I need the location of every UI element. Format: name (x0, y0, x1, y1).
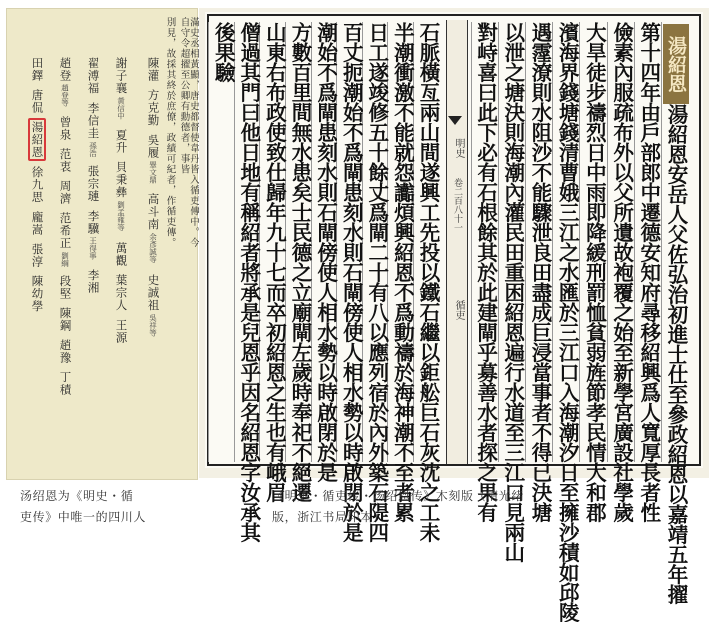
text-column: 以泄之塘決則海潮內灌民田重困紹恩遍行水道至三江口見兩山 (500, 22, 525, 562)
banxin-section: 循吏 (453, 300, 464, 320)
biography-name: 范希正 (58, 212, 73, 250)
biography-subname: 黃信中 (116, 97, 126, 120)
caption-left-line-2: 吏传》中唯一的四川人 (20, 510, 147, 524)
text-column: 方數百里間無水患矣士民德之立廟閘左歲時奉祀不絕遷 (288, 22, 312, 502)
biography-name: 范衷 (58, 148, 73, 173)
text-column: 儉素內服疏布外以父所遺故袍覆之始至新學宮廣設社學歲 (609, 22, 634, 522)
text-column: 濱海界錢塘錢清曹娥三江之水匯於三江口入海潮汐日至擁沙積如邱陵 (555, 22, 580, 622)
biography-name: 周濟 (58, 180, 73, 205)
text-column: 後果驗 (211, 22, 236, 82)
text-column: 半潮衝激不能就怨讟煩興紹恩不爲動禱於海神潮不至者累 (390, 22, 415, 522)
text-column: 僧過其門曰他日地有稱紹者將承是兒恩乎因名紹恩字汝承其 (236, 22, 261, 542)
biography-name: 翟溥福 (86, 57, 101, 95)
title-seal: 湯紹恩 (663, 24, 689, 104)
column-rule (208, 22, 209, 462)
biography-name: 吳履 (146, 134, 161, 159)
biography-name: 李湘 (86, 269, 101, 294)
text-column: 遇霪潦則水阻沙不能驟泄良田盡成巨浸當事者不得已決塘 (528, 22, 552, 522)
note-column: 別見，故採其終於庶僚，政績可紀者，作循吏傳。 (164, 17, 176, 248)
caption-left-line-1: 汤绍恩为《明史・循 (20, 489, 134, 503)
text-column: 日工遂竣修五十餘丈爲閘二十有八以應列宿於內外築石隄四 (364, 22, 389, 542)
biography-name: 夏升 (114, 129, 129, 154)
biography-name: 趙登 (58, 57, 73, 82)
biography-name: 陳灌 (146, 57, 161, 82)
biography-name: 張宗璉 (86, 165, 101, 203)
biography-name: 萬觀 (114, 242, 129, 267)
text-column: 湯紹恩安岳人父佐弘治初進士仕至參政紹恩以嘉靖五年擢 (664, 104, 688, 604)
biography-name: 謝子襄 (114, 57, 129, 95)
biography-name: 李信圭 (86, 102, 101, 140)
center-margin-banxin (446, 20, 468, 464)
biography-name: 湯紹恩 (30, 121, 45, 159)
text-column: 石脈橫亙兩山間遂興工先投以鐵石繼以鉅舩巨石灰沈之工未 (416, 22, 440, 542)
biography-name: 段堅 (58, 275, 73, 300)
biography-subname: 趙登等 (60, 84, 70, 107)
text-column: 第十四年由戶部郎中遷德安知府尋移紹興爲人寬厚長者性 (636, 22, 661, 522)
column-rule (471, 22, 472, 462)
biography-name: 陳鋼 (58, 307, 73, 332)
note-column: 滿史丞相黃顯，唐史都督使韋丹皆入循吏傳中。今自守令超擢至公卿有勳德者，事皆 (178, 17, 199, 248)
biography-name: 史誠祖 (146, 274, 161, 312)
biography-subname: 劉孟雍等 (116, 201, 126, 231)
biography-name: 田鐸 (30, 57, 45, 82)
biography-name: 曾泉 (58, 116, 73, 141)
biography-name: 陳幼學 (30, 275, 45, 313)
caption-right-line-2: 版，浙江书局印本） (272, 510, 386, 524)
biography-name: 唐侃 (30, 89, 45, 114)
biography-subname: 吳祥等 (148, 314, 158, 337)
text-column: 潮始不爲閘患刻水則石閘傍使人相水勢以時啟閉於是 (313, 22, 338, 482)
biography-subname: 孫浩 (88, 142, 98, 157)
highlight-box (28, 118, 46, 161)
biography-name: 方克勤 (146, 89, 161, 127)
biography-name: 趙豫 (58, 339, 73, 364)
biography-subname: 余彥誠等 (148, 233, 158, 263)
biography-name: 李驥 (86, 210, 101, 235)
biography-name: 王源 (114, 319, 129, 344)
caption-left (20, 486, 210, 528)
text-column: 百丈扼潮始不爲閘患刻水則石閘傍使人相水勢以時啟閉於是 (339, 22, 364, 542)
caption-right (272, 486, 672, 528)
text-column: 山東右布政使致仕歸年九十七而卒初紹恩之生也有峨眉 (262, 22, 287, 502)
text-column: 對峙喜曰此下必有石根餘其於此建閘乎募善水者探之果有 (473, 22, 498, 522)
biography-name: 張淳 (30, 243, 45, 268)
biography-name: 徐九思 (30, 166, 45, 204)
biography-name: 丁積 (58, 371, 73, 396)
biography-name: 高斗南 (146, 193, 161, 231)
caption-right-line-1: 《明史・循吏传・汤绍恩传》木刻版（清光绪 (272, 489, 525, 503)
biography-subname: 劉綱 (60, 252, 70, 267)
left-document-panel (6, 8, 198, 480)
biography-name: 貝秉彝 (114, 161, 129, 199)
biography-name: 龐嵩 (30, 211, 45, 236)
biography-name: 葉宗人 (114, 274, 129, 312)
fishtail-mark-icon (448, 116, 462, 125)
biography-subname: 畢文鼎 (148, 161, 158, 184)
banxin-title: 明史 (453, 138, 464, 158)
banxin-volume: 卷二百八十一 (452, 178, 462, 232)
biography-subname: 王得寧 (88, 237, 98, 260)
text-column: 大旱徒步禱烈日中雨即降緩刑罰恤貧弱旌節孝民情大和郡 (582, 22, 607, 522)
